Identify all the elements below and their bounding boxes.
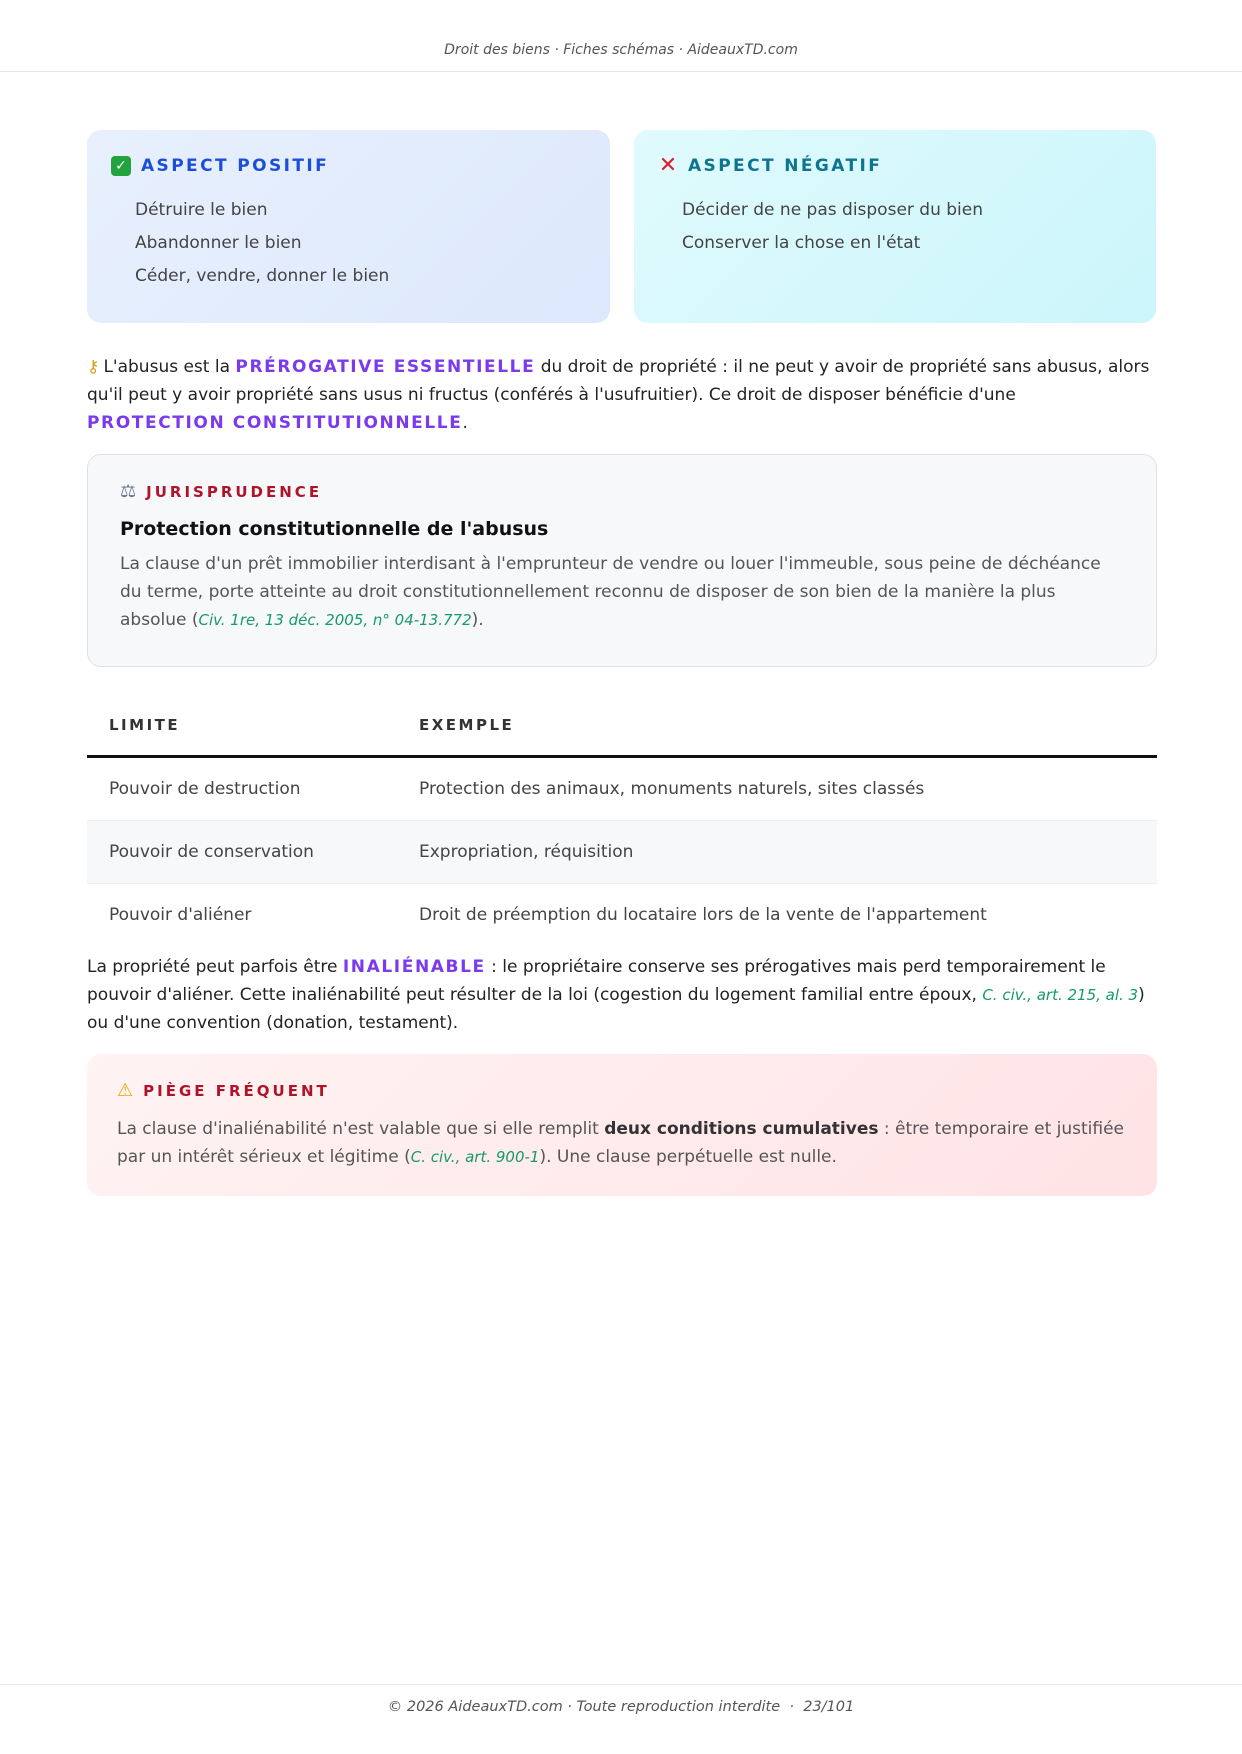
jurisprudence-citation: Civ. 1re, 13 déc. 2005, n° 04-13.772 bbox=[198, 611, 472, 629]
table-row bbox=[87, 757, 1157, 821]
piege-bold: deux conditions cumulatives bbox=[604, 1119, 879, 1139]
column-header-limite: LIMITE bbox=[87, 695, 397, 757]
piege-part2: : être temporaire et justifiée par un intérêt sérieux et légitime ( bbox=[117, 1119, 1125, 1167]
table-header-row bbox=[87, 695, 1157, 757]
key-icon: ⚷ bbox=[87, 357, 100, 377]
aspect-positif-card bbox=[87, 130, 610, 323]
jurisprudence-box bbox=[87, 454, 1157, 667]
aspect-negatif-card bbox=[634, 130, 1156, 323]
abusus-text-part2: du droit de propriété : il ne peut y avoir de propriété sans abusus, alors qu'il peut y avoir propriété sans usus ni fructus (conférés à l'usufruitier). Ce droit de disposer bénéficie d'une bbox=[87, 357, 1150, 405]
footer-separator: · bbox=[789, 1699, 794, 1715]
jurisprudence-body: La clause d'un prêt immobilier interdisant à l'emprunteur de vendre ou louer l'immeuble, sous peine de déchéance du terme, porte atteinte au droit constitutionnellement reconnu de disposer de son bien de la manière la plus absolue ( bbox=[120, 554, 1101, 630]
jurisprudence-text bbox=[120, 550, 1124, 634]
list-item: Conserver la chose en l'état bbox=[682, 233, 921, 253]
limits-table bbox=[87, 695, 1157, 946]
aspect-negatif-label: ASPECT NÉGATIF bbox=[688, 156, 883, 176]
piege-label: PIÈGE FRÉQUENT bbox=[143, 1081, 330, 1100]
table-cell: Expropriation, réquisition bbox=[397, 821, 1157, 884]
cross-mark-icon: ✕ bbox=[658, 153, 678, 178]
jurisprudence-tag bbox=[120, 481, 1124, 502]
aspect-positif-label: ASPECT POSITIF bbox=[141, 156, 330, 176]
list-item: Abandonner le bien bbox=[135, 233, 302, 253]
aspect-negatif-list bbox=[658, 194, 1132, 260]
table-row bbox=[87, 821, 1157, 884]
piege-frequent-box bbox=[87, 1054, 1157, 1196]
piege-part3: ). Une clause perpétuelle est nulle. bbox=[539, 1147, 837, 1167]
inalienabilite-citation: C. civ., art. 215, al. 3 bbox=[982, 986, 1139, 1004]
list-item: Céder, vendre, donner le bien bbox=[135, 266, 390, 286]
list-item: Détruire le bien bbox=[135, 200, 268, 220]
header-text: Droit des biens · Fiches schémas · AideauxTD.com bbox=[444, 42, 798, 58]
jurisprudence-title: Protection constitutionnelle de l'abusus bbox=[120, 518, 549, 540]
emphasis-inalienable: INALIÉNABLE bbox=[342, 957, 486, 977]
piege-part1: La clause d'inaliénabilité n'est valable que si elle remplit bbox=[117, 1119, 605, 1139]
inalienabilite-part1: La propriété peut parfois être bbox=[87, 957, 343, 977]
piege-tag bbox=[117, 1080, 1127, 1101]
column-header-exemple: EXEMPLE bbox=[397, 695, 1157, 757]
table-row bbox=[87, 884, 1157, 947]
page-number: 23/101 bbox=[803, 1699, 855, 1715]
piege-text bbox=[117, 1115, 1127, 1171]
table-cell: Pouvoir de conservation bbox=[87, 821, 397, 884]
scales-icon: ⚖ bbox=[120, 481, 137, 502]
warning-icon: ⚠ bbox=[117, 1080, 134, 1101]
footer-text bbox=[0, 1699, 1242, 1715]
piege-citation: C. civ., art. 900-1 bbox=[410, 1148, 540, 1166]
inalienabilite-part3: ) ou d'une convention (donation, testament). bbox=[87, 985, 1145, 1033]
jurisprudence-end: ). bbox=[471, 610, 484, 630]
aspect-positif-list bbox=[111, 194, 586, 293]
page-footer bbox=[0, 1684, 1242, 1754]
footer-copyright: © 2026 AideauxTD.com · Toute reproduction interdite bbox=[387, 1699, 781, 1715]
inalienabilite-part2: : le propriétaire conserve ses prérogatives mais perd temporairement le pouvoir d'aliéner. Cette inaliénabilité peut résulter de la loi (cogestion du logement familial entre époux, bbox=[87, 957, 1106, 1005]
jurisprudence-label: JURISPRUDENCE bbox=[146, 482, 323, 501]
abusus-text-part1: L'abusus est la bbox=[103, 357, 236, 377]
inalienabilite-paragraph bbox=[87, 953, 1157, 1037]
table-cell: Protection des animaux, monuments naturels, sites classés bbox=[397, 757, 1157, 821]
aspect-negatif-title bbox=[658, 153, 1132, 178]
emphasis-prerogative: PRÉROGATIVE ESSENTIELLE bbox=[235, 357, 536, 377]
page-header bbox=[0, 0, 1242, 72]
emphasis-protection: PROTECTION CONSTITUTIONNELLE bbox=[87, 413, 463, 433]
table-cell: Pouvoir d'aliéner bbox=[109, 905, 252, 925]
aspect-positif-title bbox=[111, 156, 586, 176]
abusus-paragraph bbox=[87, 353, 1157, 437]
table-cell: Droit de préemption du locataire lors de la vente de l'appartement bbox=[419, 905, 987, 925]
abusus-text-part3: . bbox=[462, 413, 468, 433]
check-mark-icon: ✓ bbox=[111, 156, 131, 176]
table-cell: Pouvoir de destruction bbox=[87, 757, 397, 821]
list-item: Décider de ne pas disposer du bien bbox=[682, 200, 984, 220]
